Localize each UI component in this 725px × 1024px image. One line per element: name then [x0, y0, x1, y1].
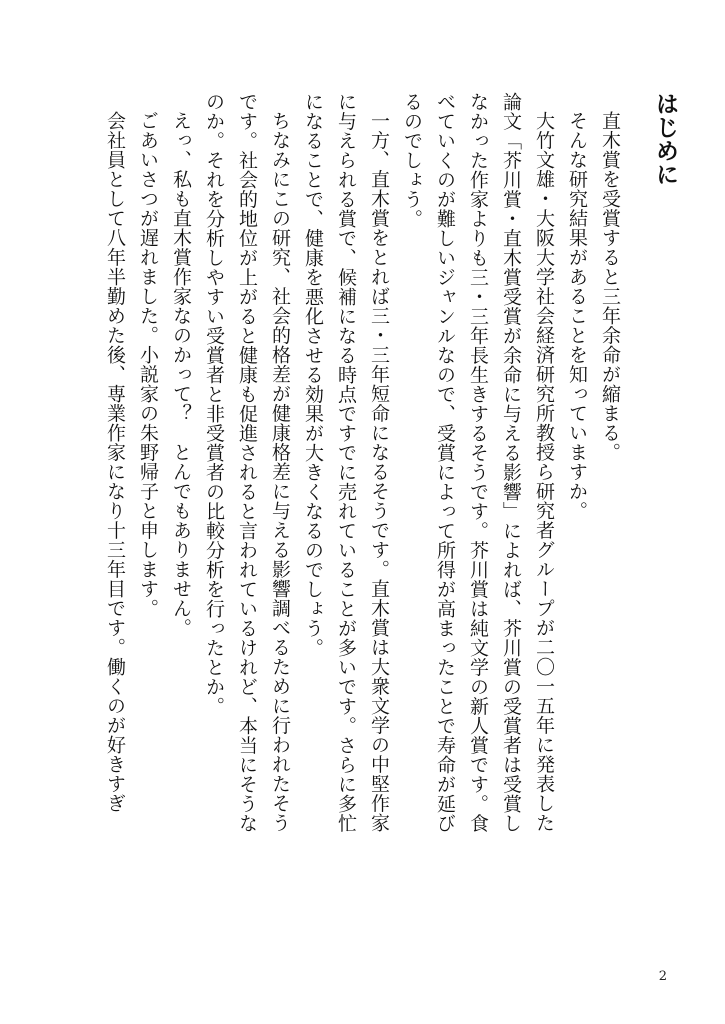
vertical-text-body: [98, 92, 681, 892]
text-line: になることで、健康を悪化させる効果が大きくなるのでしょう。: [302, 92, 324, 658]
text-line: ごあいさつが遅れました。小説家の朱野帰子と申します。: [137, 111, 159, 618]
text-line: えっ、私も直木賞作家なのかって？ とんでもありません。: [170, 111, 192, 638]
text-line: 直木賞を受賞すると三年余命が縮まる。: [599, 111, 621, 462]
page-number: 2: [658, 969, 667, 984]
text-line: ちなみにこの研究、社会的格差が健康格差に与える影響調べるために行われたそう: [269, 111, 291, 833]
text-line: べていくのが難しいジャンルなので、受賞によって所得が高まったことで寿命が延び: [434, 92, 456, 833]
text-line: 一方、直木賞をとれば三・三年短命になるそうです。直木賞は大衆文学の中堅作家: [368, 111, 390, 833]
text-line: そんな研究結果があることを知っていますか。: [566, 111, 588, 521]
text-line: 論文「芥川賞・直木賞受賞が余命に与える影響」によれば、芥川賞の受賞者は受賞し: [500, 92, 522, 833]
text-line: 会社員として八年半勤めた後、専業作家になり十三年目です。働くのが好きすぎ: [104, 111, 126, 813]
text-line: なかった作家よりも三・三年長生きするそうです。芥川賞は純文学の新人賞です。食: [467, 92, 489, 833]
text-line: のか。それを分析しやすい受賞者と非受賞者の比較分析を行ったとか。: [203, 92, 225, 716]
text-line: るのでしょう。: [401, 92, 423, 229]
section-heading: はじめに: [652, 92, 678, 186]
text-line: です。社会的地位が上がると健康も促進されると言われているけれど、本当にそうな: [236, 92, 258, 833]
text-line: 大竹文雄・大阪大学社会経済研究所教授ら研究者グループが二〇一五年に発表した: [533, 111, 555, 833]
text-line: に与えられる賞で、候補になる時点ですでに売れていることが多いです。さらに多忙: [335, 92, 357, 833]
